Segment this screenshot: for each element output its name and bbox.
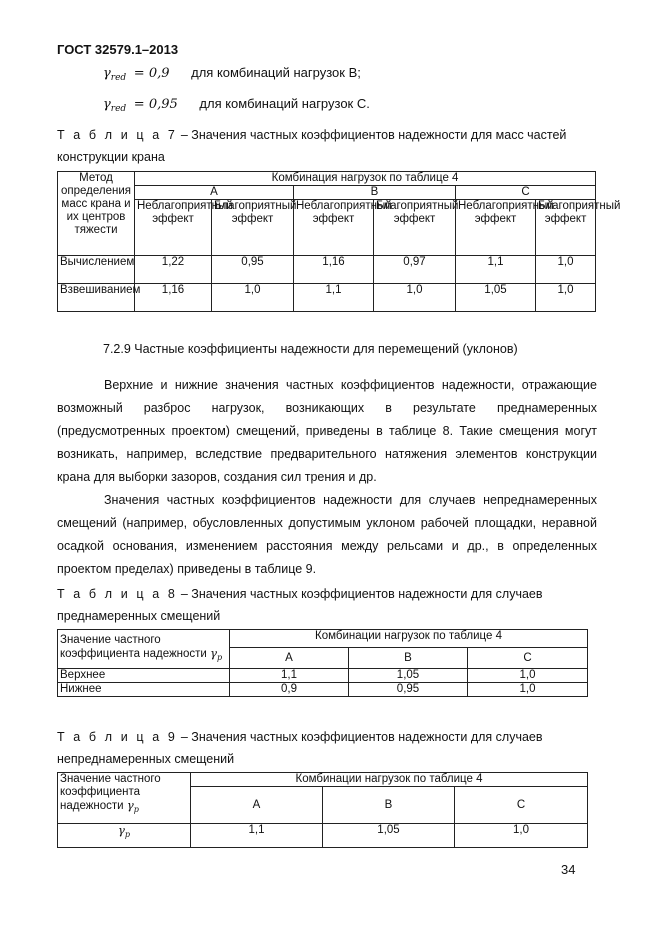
table-9	[57, 772, 588, 848]
table7-caption-text: – Значения частных коэффициентов надежности для масс частей конструкции крана	[57, 128, 567, 164]
page-number: 34	[561, 862, 576, 877]
gamma-subscript: p	[124, 830, 130, 839]
gamma-symbol: γ	[103, 66, 111, 81]
table9-caption	[57, 726, 597, 770]
table7-effect-unfavorable: Неблагоприятный эффект	[135, 200, 212, 256]
document-header: ГОСТ 32579.1–2013	[57, 42, 179, 57]
table9-combo-a: А	[191, 787, 323, 824]
table8-combo-a: А	[230, 648, 349, 669]
table-cell: 1,0	[455, 824, 588, 848]
table-row	[58, 284, 596, 312]
table-cell: 0,95	[212, 256, 294, 284]
table7-caption	[57, 124, 597, 168]
table7-combo-a: А	[135, 186, 294, 200]
gamma-symbol: γ	[210, 646, 217, 660]
table9-group-header: Комбинации нагрузок по таблице 4	[191, 773, 588, 787]
table-cell: 0,97	[374, 256, 456, 284]
table9-caption-text: – Значения частных коэффициентов надежности для случаев непреднамеренных смещений	[57, 730, 543, 766]
table-8	[57, 629, 588, 697]
table-cell: 1,1	[191, 824, 323, 848]
table-row	[58, 683, 588, 697]
table-cell: 1,0	[536, 284, 596, 312]
table-cell: 1,1	[294, 284, 374, 312]
table9-value-label: Значение частного коэффициента надежности	[60, 773, 161, 812]
table-7	[57, 171, 621, 312]
table8-group-header: Комбинации нагрузок по таблице 4	[230, 630, 588, 648]
table9-value-header	[58, 773, 191, 824]
gamma-subscript: p	[133, 805, 139, 814]
table7-effect-favorable: Благоприятный эффект	[212, 200, 294, 256]
gamma-value: = 0,95	[133, 97, 178, 112]
table7-combo-b: В	[294, 186, 456, 200]
paragraph: Значения частных коэффициентов надежности для случаев непреднамеренных смещений (например, обусловленных допустимым уклоном рабочей площадки, неравной осадкой основания, изменением расстояния между рельсами и др., в определенных проектом пределах) приведены в таблице 9.	[57, 493, 597, 576]
table-cell: 1,05	[323, 824, 455, 848]
table8-value-label: Значение частного коэффициента надежности	[60, 634, 207, 660]
gamma-symbol: γ	[103, 97, 111, 112]
table7-effect-unfavorable: Неблагоприятный эффект	[456, 200, 536, 256]
gamma-description: для комбинаций нагрузок С.	[199, 96, 370, 111]
table9-label: Т а б л и ц а 9	[57, 730, 178, 744]
table-cell: 1,0	[212, 284, 294, 312]
table-cell: 1,05	[349, 669, 468, 683]
table-cell: 1,16	[135, 284, 212, 312]
table7-label: Т а б л и ц а 7	[57, 128, 178, 142]
gamma-subscript: red	[110, 104, 127, 114]
table-cell: 0,95	[349, 683, 468, 697]
row-label	[58, 824, 191, 848]
table-cell: 0,9	[230, 683, 349, 697]
gamma-subscript: red	[110, 73, 127, 83]
table8-value-header	[58, 630, 230, 669]
table-cell: 1,0	[374, 284, 456, 312]
row-label: Нижнее	[58, 683, 230, 697]
gamma-symbol: γ	[126, 798, 134, 812]
table7-effect-favorable: Благоприятный эффект	[536, 200, 596, 256]
table9-combo-c: С	[455, 787, 588, 824]
table-cell: 1,16	[294, 256, 374, 284]
section-heading: 7.2.9 Частные коэффициенты надежности для перемещений (уклонов)	[103, 342, 518, 356]
table7-group-header: Комбинация нагрузок по таблице 4	[135, 172, 596, 186]
table-cell: 1,0	[468, 683, 588, 697]
table-cell: 1,0	[468, 669, 588, 683]
gamma-line-b	[103, 65, 361, 83]
table9-combo-b: В	[323, 787, 455, 824]
table8-caption-text: – Значения частных коэффициентов надежности для случаев преднамеренных смещений	[57, 587, 543, 623]
gamma-description: для комбинаций нагрузок В;	[191, 65, 361, 80]
row-label: Взвешиванием	[58, 284, 135, 312]
table-row	[58, 824, 588, 848]
table-cell: 1,05	[456, 284, 536, 312]
gamma-symbol: γ	[118, 823, 125, 837]
table8-combo-b: В	[349, 648, 468, 669]
paragraph: Верхние и нижние значения частных коэффициентов надежности, отражающие возможный разброс нагрузок, возникающих в результате преднамеренных (предусмотренных проектом) смещений, приведены в таблице 8. Такие смещения могут возникать, например, вследствие предварительного натяжения элементов конструкции крана для выборки зазоров, создания сил трения и др.	[57, 378, 597, 484]
table-cell: 1,1	[230, 669, 349, 683]
gamma-value: = 0,9	[133, 66, 170, 81]
table-row	[58, 669, 588, 683]
table-row	[58, 256, 596, 284]
table-cell: 1,0	[536, 256, 596, 284]
table7-combo-c: С	[456, 186, 596, 200]
table8-combo-c: С	[468, 648, 588, 669]
row-label: Вычислением	[58, 256, 135, 284]
table7-effect-unfavorable: Неблагоприятный эффект	[294, 200, 374, 256]
table-cell: 1,1	[456, 256, 536, 284]
table-cell: 1,22	[135, 256, 212, 284]
table8-caption	[57, 583, 597, 627]
row-label: Верхнее	[58, 669, 230, 683]
body-text	[57, 374, 597, 581]
table7-effect-favorable: Благоприятный эффект	[374, 200, 456, 256]
gamma-line-c	[103, 96, 370, 114]
gamma-subscript: p	[216, 653, 223, 662]
table8-label: Т а б л и ц а 8	[57, 587, 178, 601]
table7-method-header: Метод определения масс крана и их центров тяжести	[58, 172, 135, 256]
